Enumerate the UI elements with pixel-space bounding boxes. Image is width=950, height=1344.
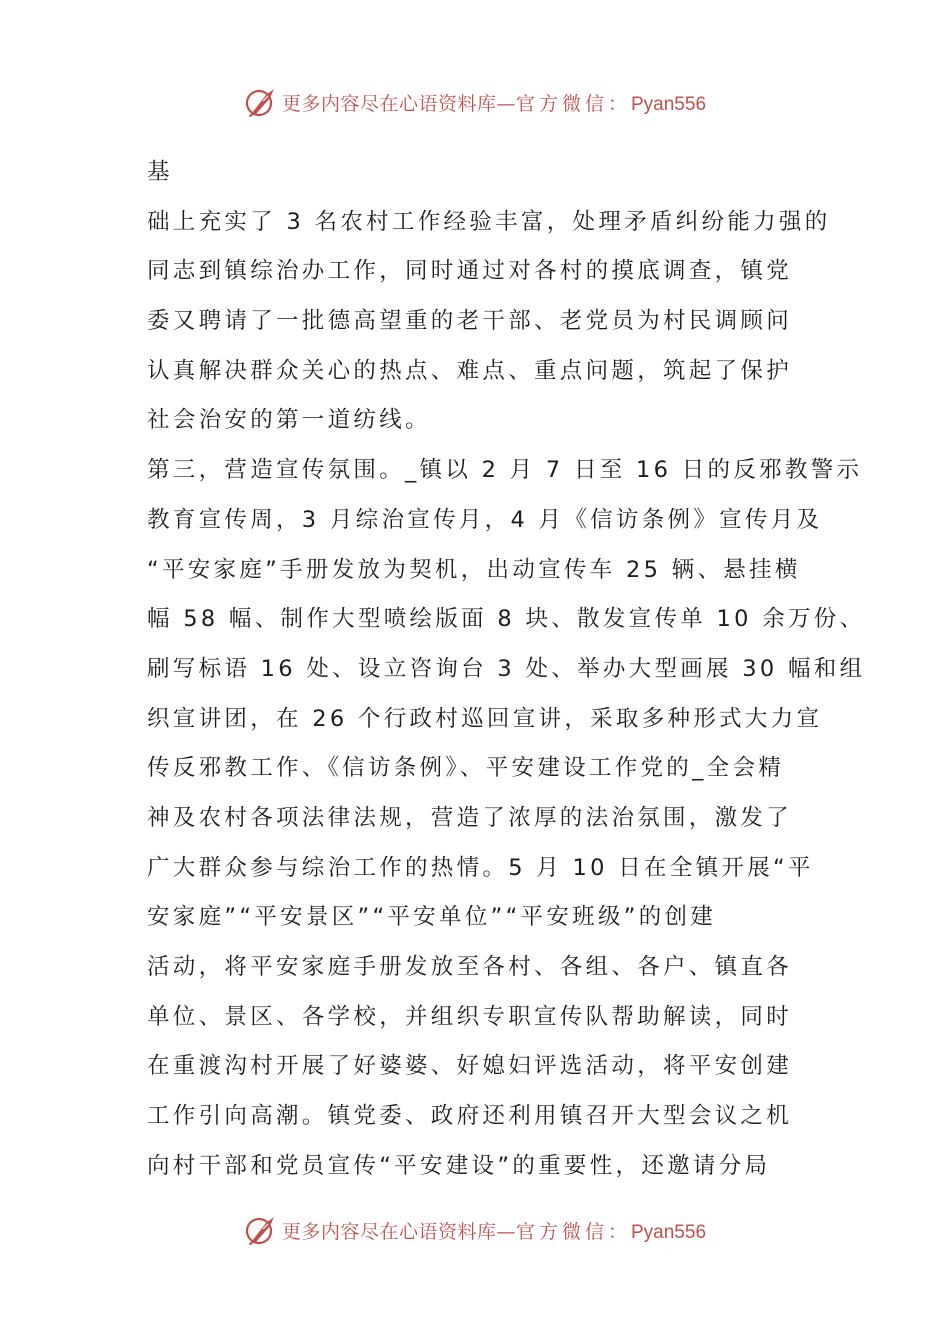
- body-line: “平安家庭”手册发放为契机，出动宣传车 25 辆、悬挂横: [147, 556, 801, 583]
- body-line: 传反邪教工作、《信访条例》、平安建设工作党的_全会精: [147, 755, 785, 782]
- body-line: 委又聘请了一批德高望重的老干部、老党员为村民调顾问: [147, 308, 793, 335]
- footer-main-text: 更多内容尽在心语资料库—: [281, 1220, 516, 1243]
- quill-pen-logo-icon: [244, 1213, 278, 1247]
- body-line: 在重渡沟村开展了好婆婆、好媳妇评选活动，将平安创建: [147, 1053, 793, 1080]
- body-line: 工作引向高潮。镇党委、政府还利用镇召开大型会议之机: [147, 1103, 793, 1130]
- header-wechat-label: 官方微信：: [515, 92, 631, 115]
- body-line: 刷写标语 16 处、设立咨询台 3 处、举办大型画展 30 幅和组: [147, 655, 866, 682]
- body-line: 础上充实了 3 名农村工作经验丰富，处理矛盾纠纷能力强的: [147, 208, 831, 235]
- footer-wechat-id: Pyan556: [631, 1221, 707, 1243]
- header-wechat-id: Pyan556: [631, 93, 707, 115]
- body-line: 教育宣传周，3 月综治宣传月，4 月《信访条例》宣传月及: [147, 506, 823, 533]
- body-line: 广大群众参与综治工作的热情。5 月 10 日在全镇开展“平: [147, 854, 814, 881]
- body-line: 认真解决群众关心的热点、难点、重点问题，筑起了保护: [147, 357, 793, 384]
- document-body: [147, 148, 866, 1191]
- quill-pen-logo-icon: [244, 85, 278, 119]
- body-line: 第三，营造宣传氛围。_镇以 2 月 7 日至 16 日的反邪教警示: [147, 457, 863, 484]
- header-text: [282, 89, 706, 116]
- body-line: 织宣讲团，在 26 个行政村巡回宣讲，采取多种形式大力宣: [147, 705, 823, 732]
- body-line: 社会治安的第一道纺线。: [147, 407, 431, 434]
- body-line: 安家庭”“平安景区”“平安单位”“平安班级”的创建: [147, 904, 717, 931]
- body-line: 向村干部和党员宣传“平安建设”的重要性，还邀请分局: [147, 1152, 771, 1179]
- header-main-text: 更多内容尽在心语资料库—: [281, 92, 516, 115]
- footer-wechat-label: 官方微信：: [515, 1220, 631, 1243]
- body-line: 幅 58 幅、制作大型喷绘版面 8 块、散发宣传单 10 余万份、: [147, 606, 866, 633]
- body-line: 单位、景区、各学校，并组织专职宣传队帮助解读，同时: [147, 1003, 793, 1030]
- footer-text: [282, 1217, 706, 1244]
- body-line: 神及农村各项法律法规，营造了浓厚的法治氛围，激发了: [147, 804, 793, 831]
- header-banner: [0, 82, 950, 122]
- body-line: 活动，将平安家庭手册发放至各村、各组、各户、镇直各: [147, 954, 793, 980]
- body-line: 基: [147, 159, 173, 185]
- footer-banner: [0, 1210, 950, 1250]
- body-line: 同志到镇综治办工作，同时通过对各村的摸底调查，镇党: [147, 258, 793, 285]
